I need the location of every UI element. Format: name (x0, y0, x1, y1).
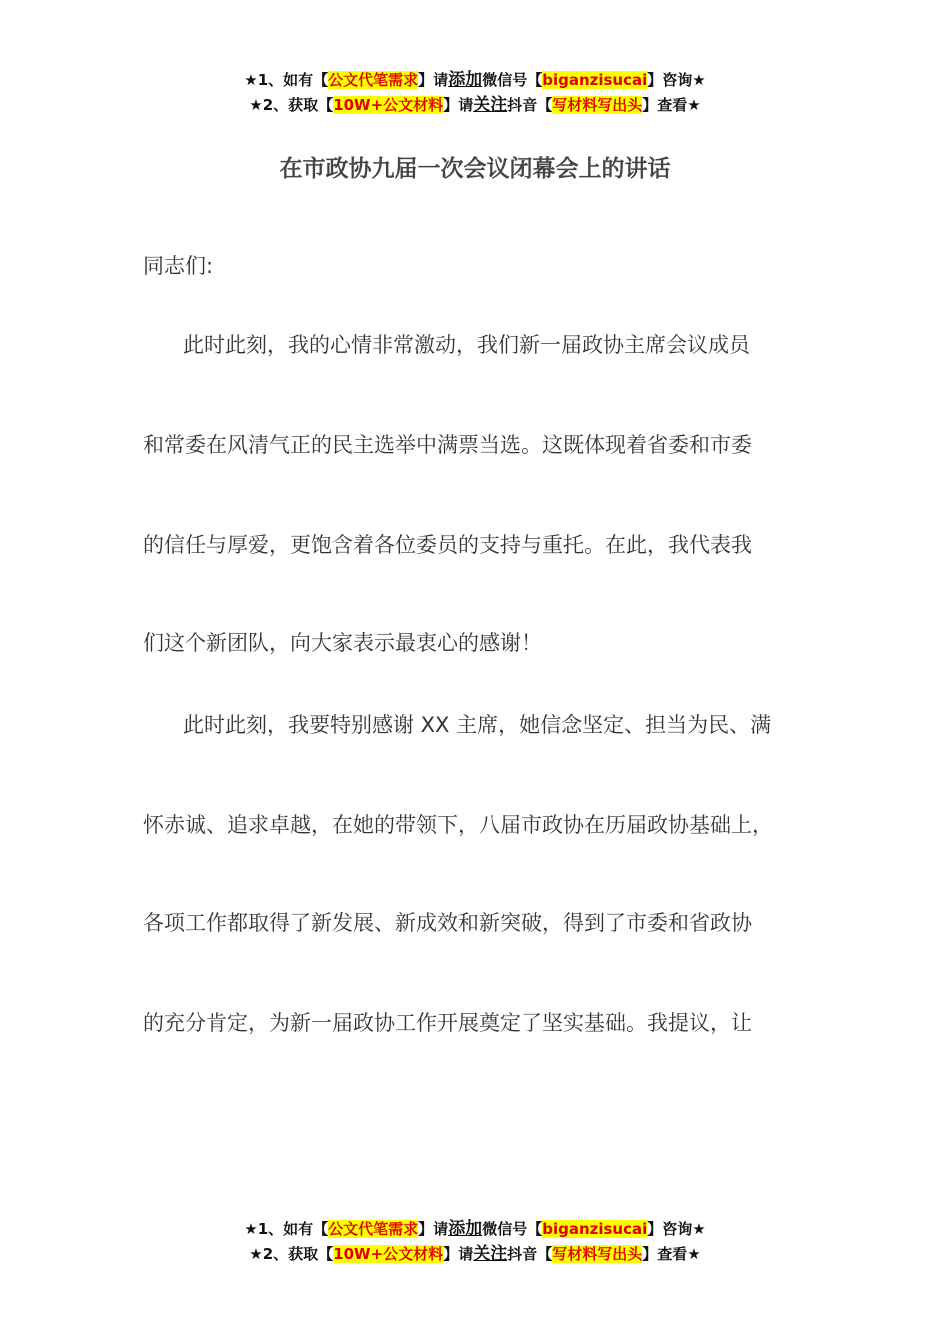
body-line: 的信任与厚爱，更饱含着各位委员的支持与重托。在此，我代表我 (143, 533, 752, 557)
body-line: 们这个新团队，向大家表示最衷心的感谢！ (143, 631, 542, 655)
banner-text: 】咨询★ (647, 1220, 706, 1238)
footer-banner (0, 1217, 950, 1267)
header-banner (0, 68, 950, 118)
banner-highlight: 写材料写出头 (552, 96, 643, 114)
body-line: 的充分肯定，为新一届政协工作开展奠定了坚实基础。我提议，让 (143, 1011, 752, 1035)
banner-text: 微信号【 (482, 1220, 543, 1238)
banner-text: 】请 (418, 1220, 449, 1238)
banner-text: ★1、如有【 (244, 1220, 329, 1238)
banner-text: 抖音【 (507, 96, 553, 114)
banner-text: 抖音【 (507, 1245, 553, 1263)
body-line: 和常委在风清气正的民主选举中满票当选。这既体现着省委和市委 (143, 433, 752, 457)
salutation: 同志们: (143, 254, 214, 278)
banner-highlight: 公文代笔需求 (328, 1220, 419, 1238)
banner-highlight: biganzisucai (542, 71, 648, 89)
banner-underline: 添加 (448, 1219, 483, 1239)
banner-text: ★1、如有【 (244, 71, 329, 89)
banner-text: ★2、获取【 (249, 96, 334, 114)
banner-underline: 添加 (448, 70, 483, 90)
body-line: 此时此刻，我的心情非常激动，我们新一届政协主席会议成员 (183, 333, 750, 357)
body-line: 此时此刻，我要特别感谢 XX 主席，她信念坚定、担当为民、满 (183, 713, 772, 737)
banner-text: 】请 (443, 96, 474, 114)
banner-text: 】请 (443, 1245, 474, 1263)
banner-text: 微信号【 (482, 71, 543, 89)
banner-line-2 (0, 93, 950, 118)
banner-underline: 关注 (473, 95, 508, 115)
banner-highlight: biganzisucai (542, 1220, 648, 1238)
banner-text: 】咨询★ (647, 71, 706, 89)
banner-highlight: 10W+公文材料 (333, 96, 444, 114)
banner-highlight: 写材料写出头 (552, 1245, 643, 1263)
banner-text: 】查看★ (642, 1245, 701, 1263)
banner-text: ★2、获取【 (249, 1245, 334, 1263)
banner-highlight: 公文代笔需求 (328, 71, 419, 89)
body-line: 怀赤诚、追求卓越，在她的带领下，八届市政协在历届政协基础上， (143, 813, 773, 837)
body-line: 各项工作都取得了新发展、新成效和新突破，得到了市委和省政协 (143, 911, 752, 935)
banner-text: 】查看★ (642, 96, 701, 114)
banner-text: 】请 (418, 71, 449, 89)
banner-highlight: 10W+公文材料 (333, 1245, 444, 1263)
banner-line-1 (0, 1217, 950, 1242)
document-title: 在市政协九届一次会议闭幕会上的讲话 (279, 156, 671, 182)
banner-line-1 (0, 68, 950, 93)
banner-underline: 关注 (473, 1244, 508, 1264)
banner-line-2 (0, 1242, 950, 1267)
